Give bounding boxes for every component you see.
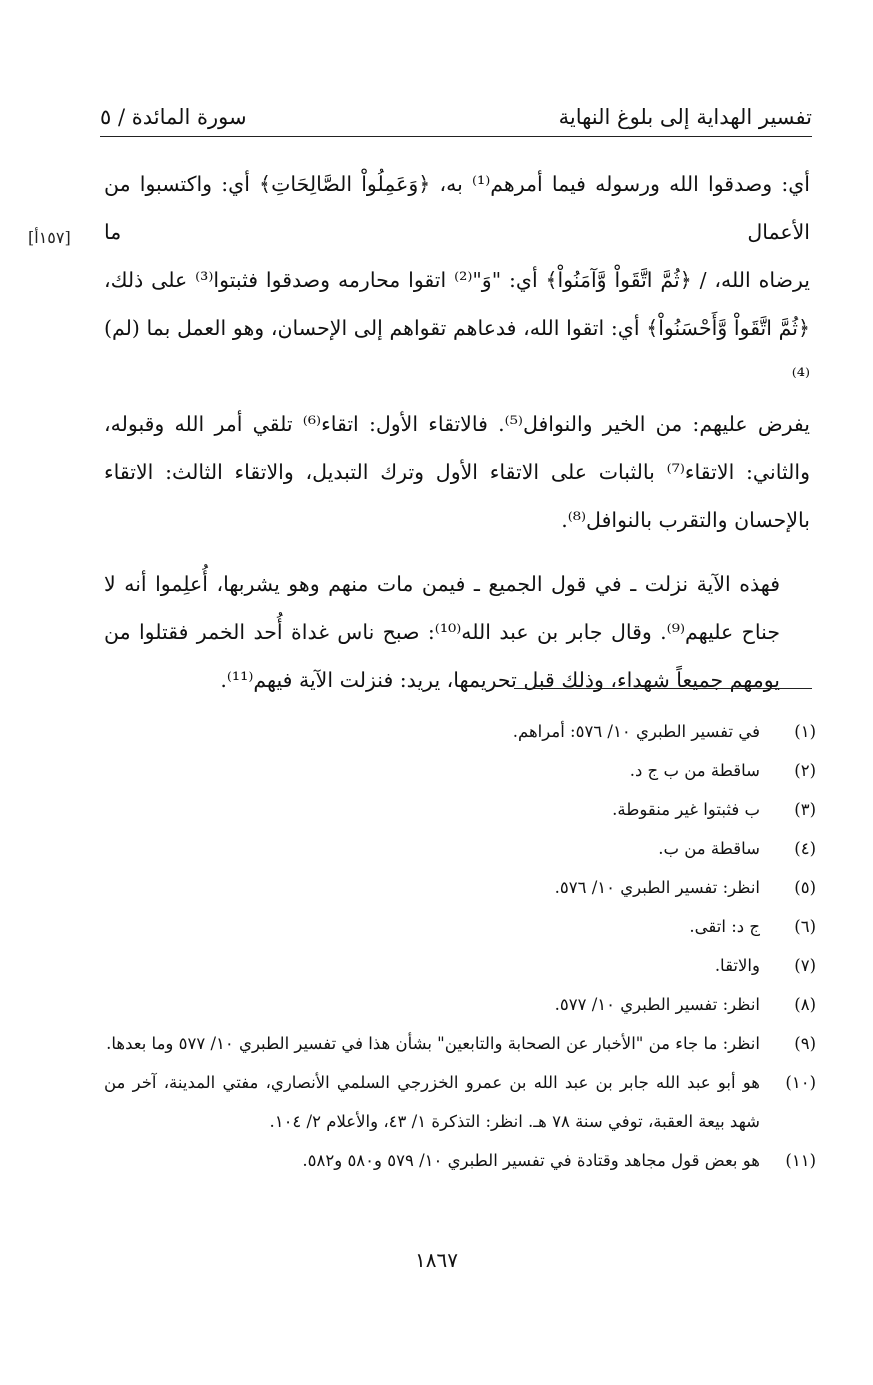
footnote: [104, 985, 816, 1024]
footnote: [104, 868, 816, 907]
footnote: [104, 1024, 816, 1063]
footnote-text: انظر: تفسير الطبري ١٠/ ٥٧٧.: [554, 995, 760, 1014]
manuscript-folio-marker: [١٥٧أ]: [28, 228, 71, 247]
footnote-text: ج د: اتقى.: [689, 917, 760, 936]
footnotes: [104, 712, 816, 1180]
footnote: [104, 790, 816, 829]
footnote-text: ب فثبتوا غير منقوطة.: [612, 800, 760, 819]
footnote-number: (٨): [794, 995, 816, 1014]
paragraph-2: [104, 560, 810, 704]
footnote: [104, 829, 816, 868]
footnote: [104, 712, 816, 751]
footnote-text: والاتقا.: [714, 956, 760, 975]
footnote-number: (١١): [785, 1151, 816, 1170]
surah-label: سورة المائدة / ٥: [100, 105, 247, 129]
footnote-text: ساقطة من ب ج د.: [629, 761, 760, 780]
text-line: جناح عليهم⁽⁹⁾. وقال جابر بن عبد الله⁽¹⁰⁾: صبح ناس غداة أُحد الخمر فقتلوا من: [104, 620, 781, 644]
footnote-text: ساقطة من ب.: [658, 839, 760, 858]
footnote: [104, 1063, 816, 1141]
text-line: يومهم جميعاً شهداء، وذلك قبل تحريمها، يريد: فنزلت الآية فيهم⁽¹¹⁾.: [220, 668, 780, 692]
page-number: ١٨٦٧: [415, 1248, 458, 1272]
footnote: [104, 1141, 816, 1180]
footnote-text: في تفسير الطبري ١٠/ ٥٧٦: أمراهم.: [512, 722, 760, 741]
footnote-divider: [514, 688, 812, 689]
footnote-text: هو بعض قول مجاهد وقتادة في تفسير الطبري ١٠/ ٥٧٩ و٥٨٠ و٥٨٢.: [302, 1151, 760, 1170]
text-line: فهذه الآية نزلت ـ في قول الجميع ـ فيمن مات منهم وهو يشربها، أُعلِموا أنه لا: [104, 572, 780, 596]
header-divider: [100, 136, 812, 137]
footnote: [104, 907, 816, 946]
text-line: بالإحسان والتقرب بالنوافل⁽⁸⁾.: [561, 508, 810, 532]
footnote-number: (٢): [794, 761, 816, 780]
text-line: والثاني: الاتقاء⁽⁷⁾ بالثبات على الاتقاء الأول وترك التبديل، والاتقاء الثالث: الاتقاء: [104, 460, 810, 484]
footnote-text: انظر: ما جاء من "الأخبار عن الصحابة والتابعين" بشأن هذا في تفسير الطبري ١٠/ ٥٧٧ وما بعدها.: [106, 1034, 760, 1053]
book-title: تفسير الهداية إلى بلوغ النهاية: [558, 105, 812, 129]
text-line: يرضاه الله، / ﴿ثُمَّ اتَّقَواْ وَّآمَنُواْ﴾ أي: "وَ"⁽²⁾ اتقوا محارمه وصدقوا فثبتوا⁽³⁾ على ذلك،: [104, 268, 810, 292]
footnote-text: انظر: تفسير الطبري ١٠/ ٥٧٦.: [554, 878, 760, 897]
text-line: أي: وصدقوا الله ورسوله فيما أمرهم⁽¹⁾ به، ﴿وَعَمِلُواْ الصَّالِحَاتِ﴾ أي: واكتسبوا من الأعمال ما: [104, 172, 810, 244]
footnote-number: (١): [794, 722, 816, 741]
paragraph-1: [104, 160, 810, 544]
text-line: يفرض عليهم: من الخير والنوافل⁽⁵⁾. فالاتقاء الأول: اتقاء⁽⁶⁾ تلقي أمر الله وقبوله،: [104, 412, 811, 436]
footnote-number: (٣): [794, 800, 816, 819]
text-line: ﴿ثُمَّ اتَّقَواْ وَّأَحْسَنُواْ﴾ أي: اتقوا الله، فدعاهم تقواهم إلى الإحسان، وهو العمل بما (لم)⁽⁴⁾: [104, 316, 810, 388]
footnote-text: هو أبو عبد الله جابر بن عبد الله بن عمرو الخزرجي السلمي الأنصاري، مفتي المدينة، آخر من شهد بيعة العقبة، توفي سنة ٧٨ هـ. انظر: التذكرة ١/ ٤٣، والأعلام ٢/ ١٠٤.: [104, 1073, 760, 1131]
footnote-number: (٩): [794, 1034, 816, 1053]
footnote-number: (٤): [794, 839, 816, 858]
footnote-number: (٥): [794, 878, 816, 897]
running-header: [100, 100, 812, 134]
footnote-number: (١٠): [785, 1073, 816, 1092]
main-text: [104, 160, 810, 704]
footnote-number: (٧): [794, 956, 816, 975]
footnote-number: (٦): [794, 917, 816, 936]
footnote: [104, 751, 816, 790]
footnote: [104, 946, 816, 985]
